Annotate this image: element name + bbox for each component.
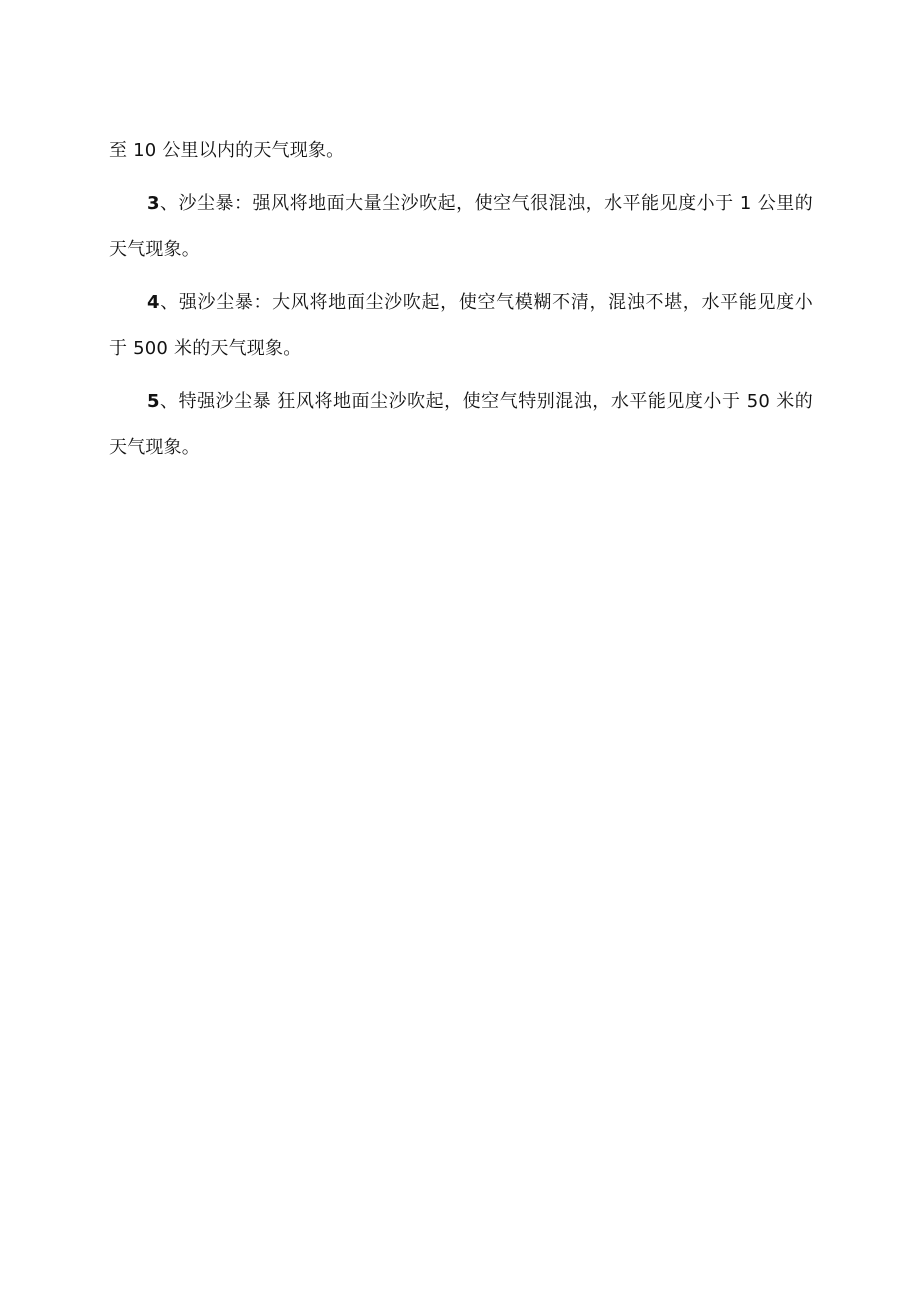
paragraph-continuation	[109, 128, 813, 175]
item-number: 3	[147, 192, 160, 214]
paragraph-item-3	[109, 181, 813, 274]
paragraph-text: 、强沙尘暴：大风将地面尘沙吹起，使空气模糊不清，混浊不堪，水平能见度小于 500 米的天气现象。	[109, 291, 813, 359]
item-number: 4	[147, 291, 160, 313]
paragraph-item-5	[109, 379, 813, 472]
paragraph-text: 至 10 公里以内的天气现象。	[109, 140, 345, 161]
document-body	[109, 128, 813, 478]
paragraph-text: 、沙尘暴：强风将地面大量尘沙吹起，使空气很混浊，水平能见度小于 1 公里的天气现象。	[109, 192, 813, 260]
item-number: 5	[147, 390, 160, 412]
paragraph-text: 、特强沙尘暴 狂风将地面尘沙吹起，使空气特别混浊，水平能见度小于 50 米的天气现象。	[109, 390, 813, 458]
paragraph-item-4	[109, 280, 813, 373]
